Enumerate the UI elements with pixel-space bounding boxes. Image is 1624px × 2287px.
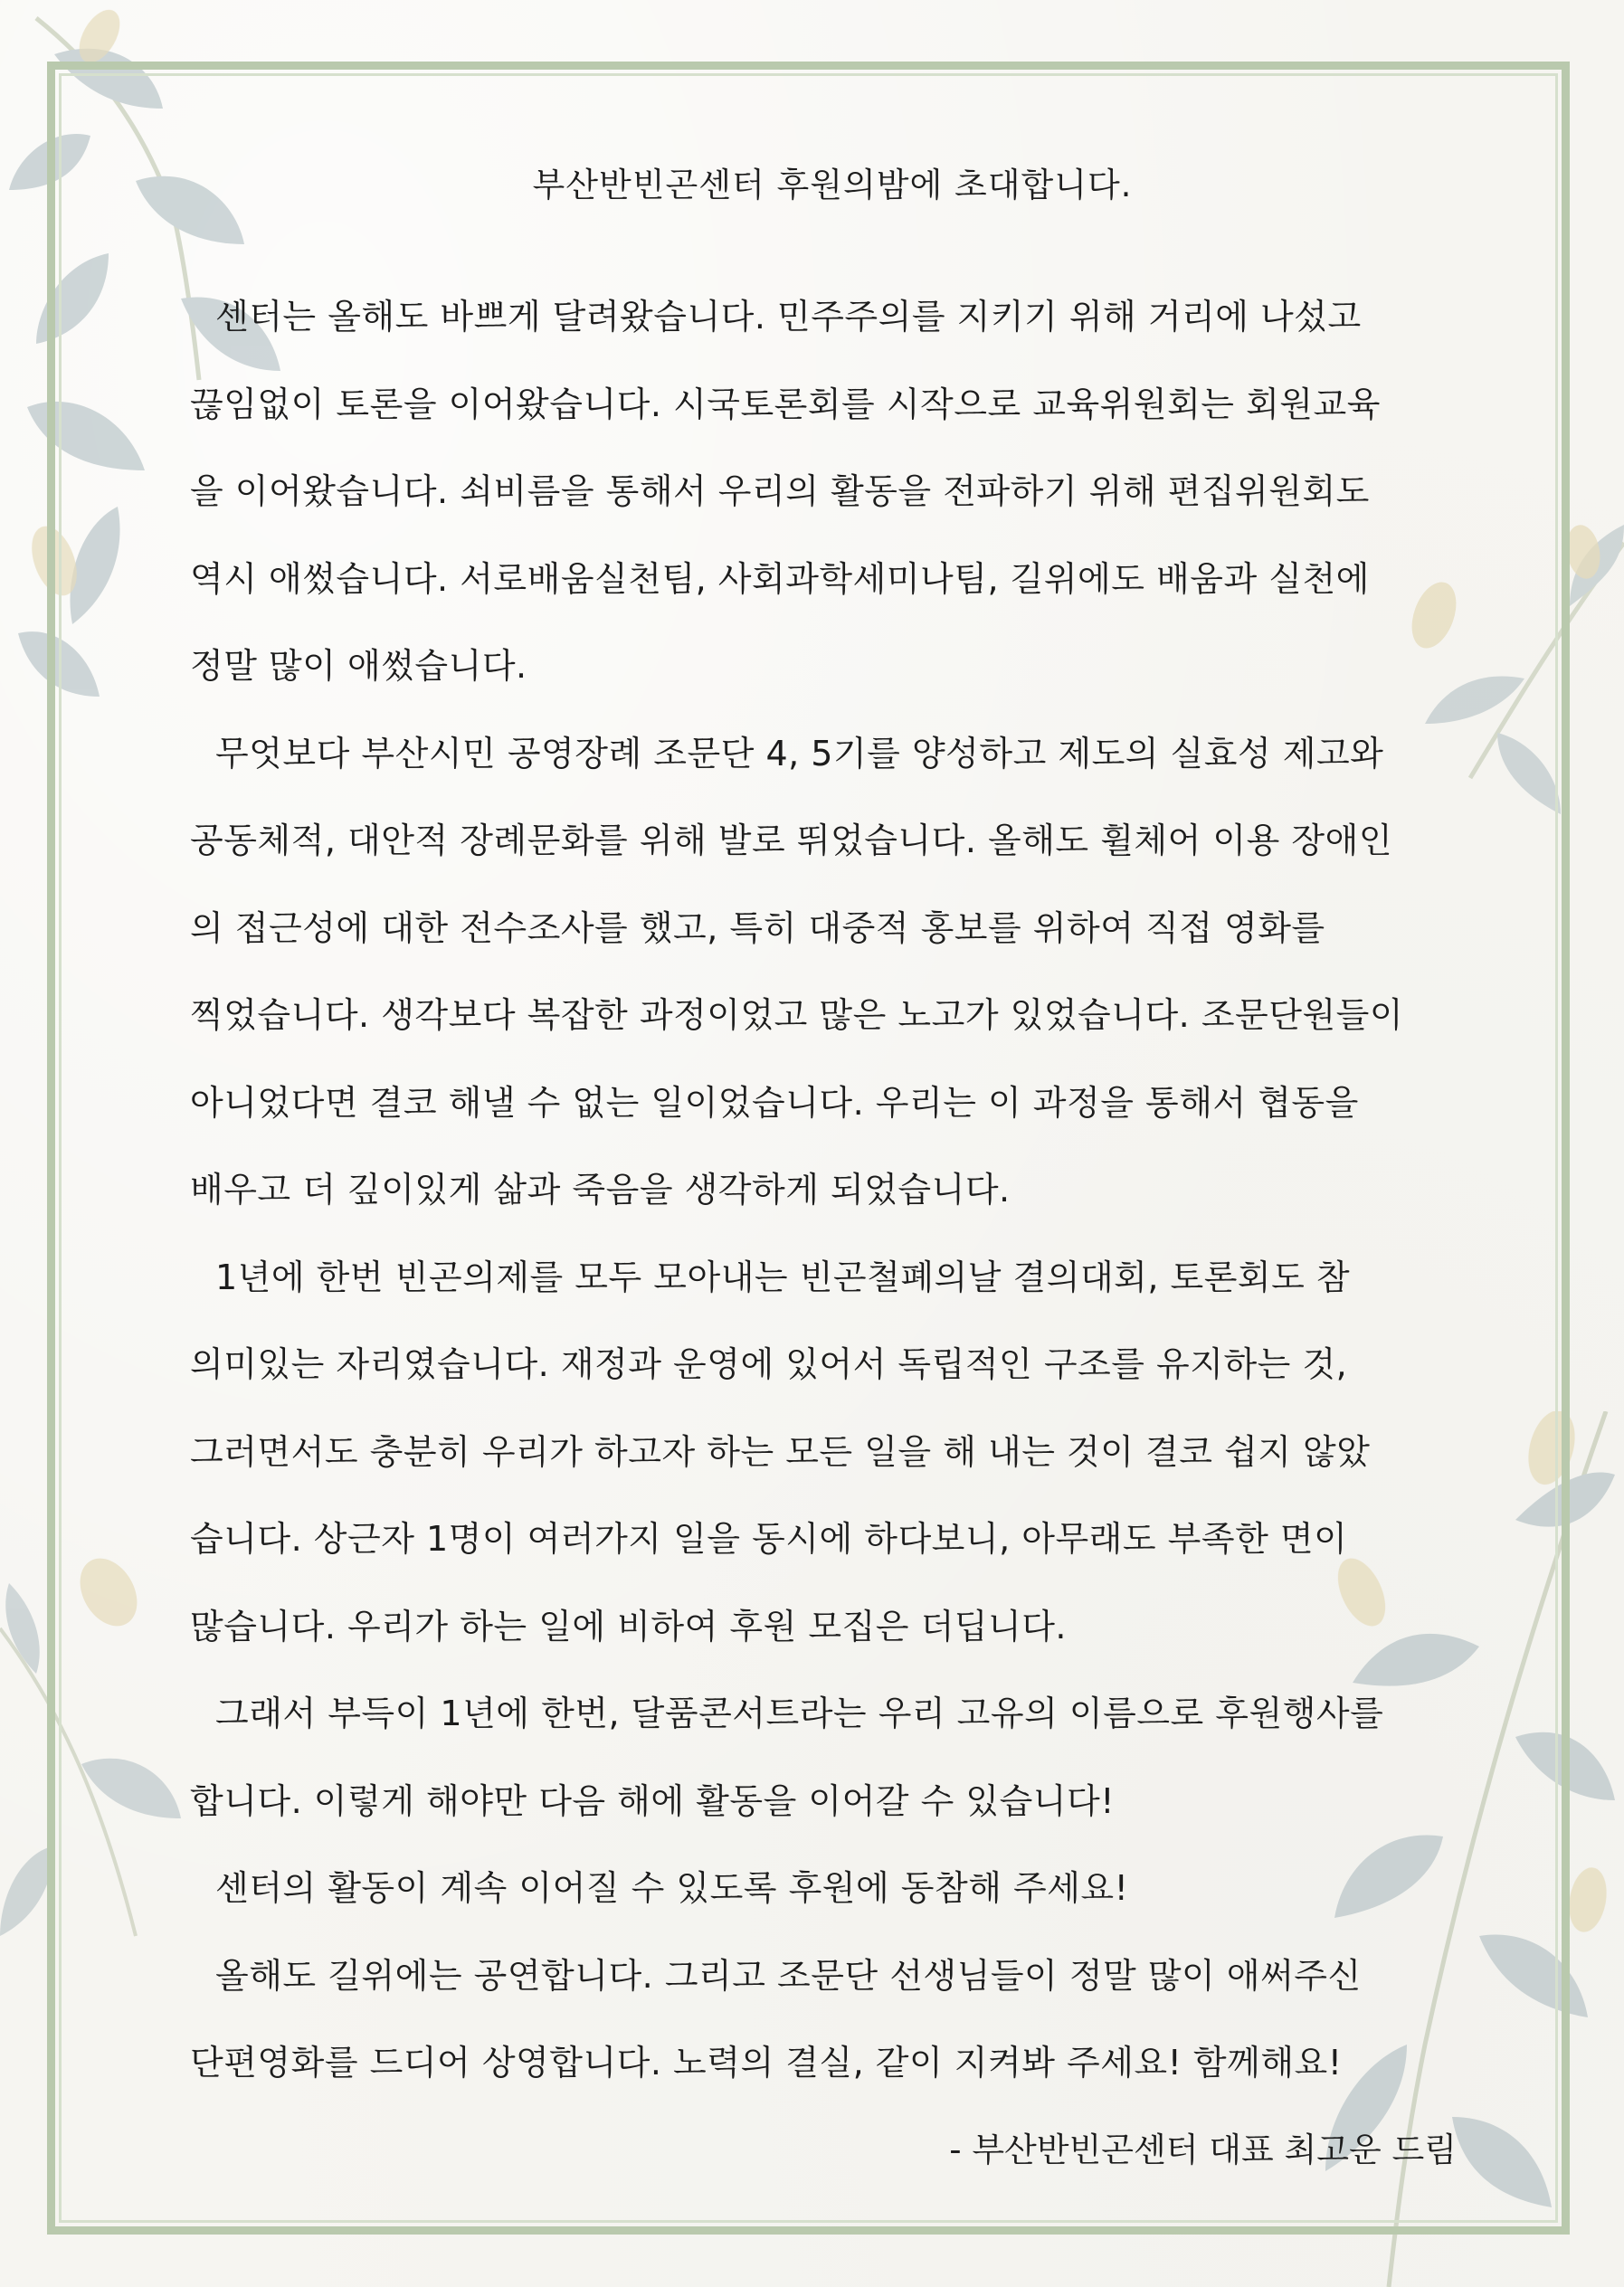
letter-line: 센터의 활동이 계속 이어질 수 있도록 후원에 동참해 주세요! — [215, 1868, 1129, 1908]
letter-line: 배우고 더 깊이있게 삶과 죽음을 생각하게 되었습니다. — [190, 1170, 1011, 1210]
letter-line: 무엇보다 부산시민 공영장례 조문단 4, 5기를 양성하고 제도의 실효성 제고와 — [215, 733, 1384, 773]
letter-line: 의 접근성에 대한 전수조사를 했고, 특히 대중적 홍보를 위하여 직접 영화를 — [190, 907, 1325, 948]
letter-line: 많습니다. 우리가 하는 일에 비하여 후원 모집은 더딥니다. — [190, 1606, 1067, 1646]
letter-signature: - 부산반빈곤센터 대표 최고운 드림 — [949, 2130, 1457, 2169]
letter-line: 역시 애썼습니다. 서로배움실천팀, 사회과학세미나팀, 길위에도 배움과 실천에 — [190, 558, 1370, 599]
letter-line: 그러면서도 충분히 우리가 하고자 하는 모든 일을 해 내는 것이 결코 쉽지 않았 — [190, 1431, 1371, 1472]
letter-line: 센터는 올해도 바쁘게 달려왔습니다. 민주주의를 지키기 위해 거리에 나섰고 — [215, 297, 1362, 337]
letter-line: 합니다. 이렇게 해야만 다음 해에 활동을 이어갈 수 있습니다! — [190, 1780, 1115, 1821]
letter-line: 을 이어왔습니다. 쇠비름을 통해서 우리의 활동을 전파하기 위해 편집위원회도 — [190, 471, 1370, 511]
letter-line: 단편영화를 드디어 상영합니다. 노력의 결실, 같이 지켜봐 주세요! 함께해요! — [190, 2043, 1343, 2083]
letter-line: 정말 많이 애썼습니다. — [190, 646, 527, 686]
letter-line: 공동체적, 대안적 장례문화를 위해 발로 뛰었습니다. 올해도 휠체어 이용 장애인 — [190, 821, 1393, 860]
letter-line: 끊임없이 토론을 이어왔습니다. 시국토론회를 시작으로 교육위원회는 회원교육 — [190, 384, 1381, 424]
letter-line: 아니었다면 결코 해낼 수 없는 일이었습니다. 우리는 이 과정을 통해서 협동을 — [190, 1082, 1359, 1123]
letter-title: 부산반빈곤센터 후원의밤에 초대합니다. — [532, 166, 1133, 204]
letter-body — [190, 163, 1475, 2173]
letter-line: 의미있는 자리였습니다. 재정과 운영에 있어서 독립적인 구조를 유지하는 것, — [190, 1344, 1348, 1384]
letter-line: 습니다. 상근자 1명이 여러가지 일을 동시에 하다보니, 아무래도 부족한 면이 — [190, 1519, 1348, 1559]
letter-line: 1년에 한번 빈곤의제를 모두 모아내는 빈곤철폐의날 결의대회, 토론회도 참 — [215, 1257, 1351, 1297]
letter-line: 올해도 길위에는 공연합니다. 그리고 조문단 선생님들이 정말 많이 애써주신 — [215, 1955, 1362, 1996]
letter-line: 그래서 부득이 1년에 한번, 달품콘서트라는 우리 고유의 이름으로 후원행사를 — [215, 1694, 1384, 1733]
letter-line: 찍었습니다. 생각보다 복잡한 과정이었고 많은 노고가 있었습니다. 조문단원들이 — [190, 995, 1404, 1035]
